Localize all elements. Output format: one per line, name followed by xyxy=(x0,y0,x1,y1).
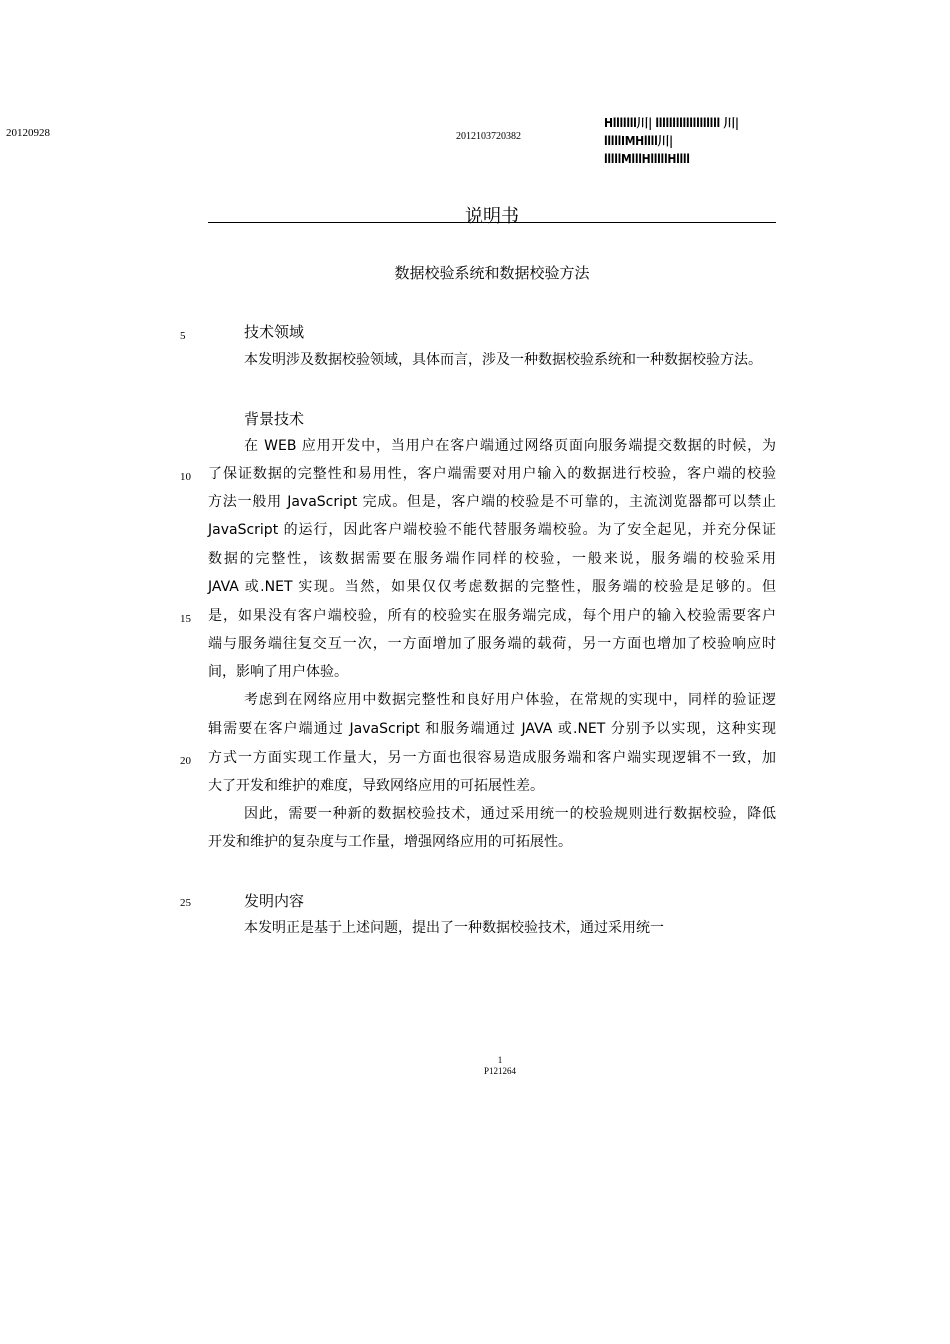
filing-date: 20120928 xyxy=(6,127,50,139)
paragraph-line: 考虑到在网络应用中数据完整性和良好用户体验，在常规的实现中，同样的验证逻 xyxy=(244,692,776,708)
line-number: 25 xyxy=(180,897,191,909)
paragraph-line: JavaScript 的运行，因此客户端校验不能代替服务端校验。为了安全起见，并充分保证 xyxy=(208,522,776,538)
application-number: 2012103720382 xyxy=(456,131,521,142)
paragraph-line: 是，如果没有客户端校验，所有的校验实在服务端完成，每个用户的输入校验需要客户 xyxy=(208,608,776,624)
line-number: 5 xyxy=(180,330,186,342)
line-number: 20 xyxy=(180,755,191,767)
paragraph-line: 本发明涉及数据校验领域，具体而言，涉及一种数据校验系统和一种数据校验方法。 xyxy=(244,352,762,368)
barcode-text: Hlllllll川| lllllllllllllllllll 川| lllllIMHllll川| lllllMlllHlllllHllll xyxy=(604,116,739,166)
paragraph-line: 因此，需要一种新的数据校验技术，通过采用统一的校验规则进行数据校验，降低 xyxy=(244,806,776,822)
paragraph-line: 辑需要在客户端通过 JavaScript 和服务端通过 JAVA 或.NET 分别予以实现，这种实现 xyxy=(208,721,776,737)
paragraph-line: 间，影响了用户体验。 xyxy=(208,664,348,680)
paragraph-line: 在 WEB 应用开发中，当用户在客户端通过网络页面向服务端提交数据的时候，为 xyxy=(244,438,776,454)
paragraph-line: 本发明正是基于上述问题，提出了一种数据校验技术，通过采用统一 xyxy=(244,920,664,936)
paragraph-line: 方式一方面实现工作量大，另一方面也很容易造成服务端和客户端实现逻辑不一致，加 xyxy=(208,750,776,766)
invention-title: 数据校验系统和数据校验方法 xyxy=(394,264,590,282)
paragraph-line: 开发和维护的复杂度与工作量，增强网络应用的可拓展性。 xyxy=(208,834,572,850)
section-heading-background: 背景技术 xyxy=(244,410,305,428)
paragraph-line: JAVA 或.NET 实现。当然，如果仅仅考虑数据的完整性，服务端的校验是足够的。但 xyxy=(208,579,776,595)
section-heading-summary: 发明内容 xyxy=(244,892,305,910)
section-heading-tech-field: 技术领域 xyxy=(244,323,305,341)
paragraph-line: 端与服务端往复交互一次，一方面增加了服务端的载荷，另一方面也增加了校验响应时 xyxy=(208,636,776,652)
paragraph-line: 方法一般用 JavaScript 完成。但是，客户端的校验是不可靠的，主流浏览器都可以禁止 xyxy=(208,494,776,510)
line-number: 10 xyxy=(180,471,191,483)
line-number: 15 xyxy=(180,613,191,625)
paragraph-line: 了保证数据的完整性和易用性，客户端需要对用户输入的数据进行校验，客户端的校验 xyxy=(208,466,776,482)
document-title: 说明书 xyxy=(465,206,519,227)
paragraph-line: 数据的完整性，该数据需要在服务端作同样的校验，一般来说，服务端的校验采用 xyxy=(208,551,776,567)
paragraph-line: 大了开发和维护的难度，导致网络应用的可拓展性差。 xyxy=(208,778,544,794)
page-number: 1 xyxy=(497,1055,503,1065)
document-code: P121264 xyxy=(483,1066,516,1076)
title-divider xyxy=(208,222,776,223)
